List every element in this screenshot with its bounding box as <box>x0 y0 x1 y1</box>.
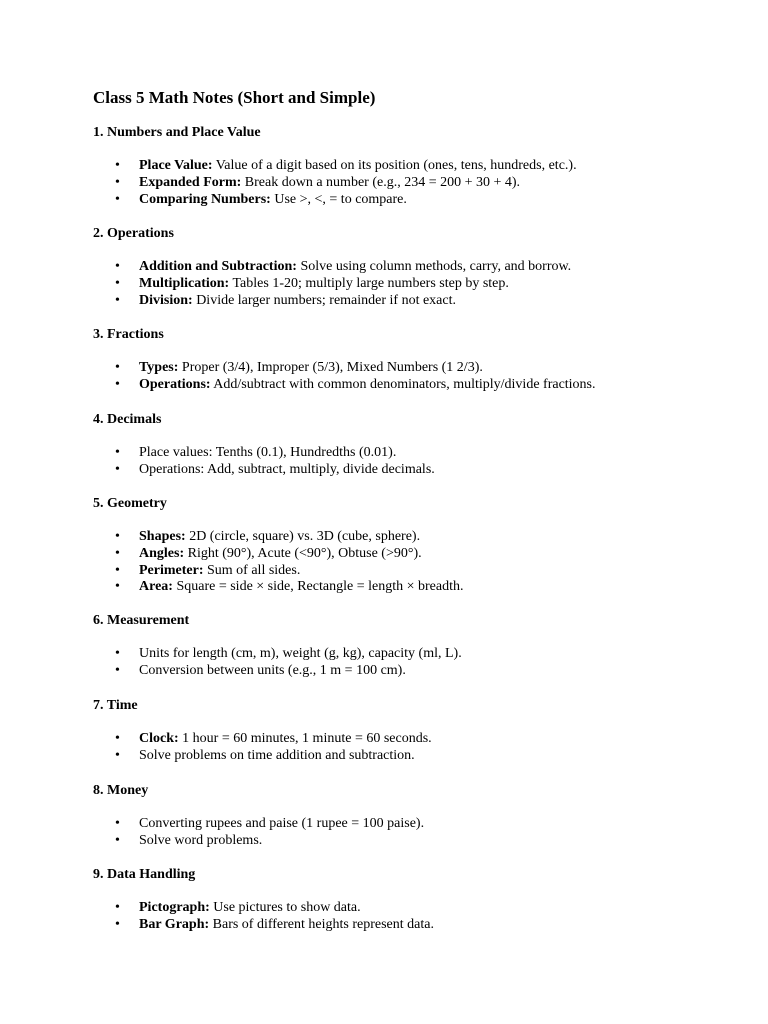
section-operations <box>93 225 733 309</box>
bullet-list <box>93 259 733 309</box>
item-text: Right (90°), Acute (<90°), Obtuse (>90°). <box>184 545 422 561</box>
item-text: Units for length (cm, m), weight (g, kg), capacity (ml, L). <box>139 646 462 661</box>
bullet-list <box>93 158 733 208</box>
term-label: Area: <box>139 579 173 595</box>
bullet-list <box>93 816 733 850</box>
item-text: Use >, <, = to compare. <box>270 191 407 207</box>
list-item <box>93 663 733 680</box>
item-text: Solve word problems. <box>139 832 263 848</box>
item-text: 1 hour = 60 minutes, 1 minute = 60 seconds. <box>178 731 432 746</box>
section-heading: 4. Decimals <box>93 412 162 427</box>
list-item <box>93 377 733 394</box>
list-item <box>93 175 733 192</box>
section-measurement <box>93 612 733 680</box>
term-label: Clock: <box>139 731 179 746</box>
section-data-handling <box>93 866 733 934</box>
section-heading: 9. Data Handling <box>93 867 196 882</box>
list-item <box>93 360 733 377</box>
term-label: Bar Graph: <box>139 916 210 932</box>
section-heading: 8. Money <box>93 783 149 798</box>
item-text: Proper (3/4), Improper (5/3), Mixed Numbers (1 2/3). <box>178 360 483 375</box>
term-label: Multiplication: <box>139 275 230 291</box>
section-heading: 3. Fractions <box>93 327 164 342</box>
bullet-list <box>93 360 733 394</box>
list-item <box>93 563 733 580</box>
term-label: Angles: <box>139 545 185 561</box>
section-time <box>93 697 733 765</box>
item-text: Sum of all sides. <box>203 562 301 578</box>
list-item <box>93 833 733 850</box>
item-text: Operations: Add, subtract, multiply, divide decimals. <box>139 461 435 477</box>
item-text: Use pictures to show data. <box>209 900 361 915</box>
list-item <box>93 646 733 663</box>
term-label: Division: <box>139 292 193 308</box>
list-item <box>93 748 733 765</box>
list-item <box>93 192 733 209</box>
item-text: Tables 1-20; multiply large numbers step by step. <box>229 275 509 291</box>
list-item <box>93 546 733 563</box>
bullet-list <box>93 900 733 934</box>
term-label: Addition and Subtraction: <box>139 259 297 274</box>
bullet-list <box>93 445 733 479</box>
list-item <box>93 529 733 546</box>
list-item <box>93 158 733 175</box>
item-text: Square = side × side, Rectangle = length × breadth. <box>172 579 464 595</box>
term-label: Pictograph: <box>139 900 210 915</box>
list-item <box>93 917 733 934</box>
bullet-list <box>93 731 733 765</box>
item-text: Place values: Tenths (0.1), Hundredths (0.01). <box>139 445 397 460</box>
section-heading: 7. Time <box>93 698 138 713</box>
section-numbers-place-value <box>93 124 733 208</box>
section-heading: 1. Numbers and Place Value <box>93 125 261 140</box>
item-text: Solve problems on time addition and subtraction. <box>139 747 415 763</box>
item-text: Break down a number (e.g., 234 = 200 + 30 + 4). <box>241 174 521 190</box>
section-heading: 6. Measurement <box>93 613 190 628</box>
item-text: Solve using column methods, carry, and borrow. <box>296 259 572 274</box>
list-item <box>93 293 733 310</box>
term-label: Comparing Numbers: <box>139 191 271 207</box>
bullet-list <box>93 646 733 680</box>
section-geometry <box>93 495 733 596</box>
list-item <box>93 816 733 833</box>
list-item <box>93 731 733 748</box>
list-item <box>93 462 733 479</box>
item-text: Add/subtract with common denominators, multiply/divide fractions. <box>210 376 596 392</box>
list-item <box>93 445 733 462</box>
item-text: Conversion between units (e.g., 1 m = 100 cm). <box>139 662 406 678</box>
list-item <box>93 276 733 293</box>
section-heading: 5. Geometry <box>93 496 167 511</box>
term-label: Place Value: <box>139 158 213 173</box>
item-text: Converting rupees and paise (1 rupee = 100 paise). <box>139 816 425 831</box>
list-item <box>93 259 733 276</box>
section-decimals <box>93 411 733 479</box>
bullet-list <box>93 529 733 596</box>
item-text: 2D (circle, square) vs. 3D (cube, sphere). <box>185 529 421 544</box>
item-text: Value of a digit based on its position (ones, tens, hundreds, etc.). <box>212 158 577 173</box>
term-label: Operations: <box>139 376 211 392</box>
term-label: Shapes: <box>139 529 186 544</box>
document-title: Class 5 Math Notes (Short and Simple) <box>93 88 376 107</box>
list-item <box>93 900 733 917</box>
section-heading: 2. Operations <box>93 226 174 241</box>
item-text: Divide larger numbers; remainder if not exact. <box>192 292 457 308</box>
term-label: Expanded Form: <box>139 174 242 190</box>
item-text: Bars of different heights represent data. <box>209 916 434 932</box>
section-fractions <box>93 326 733 394</box>
term-label: Perimeter: <box>139 562 204 578</box>
section-money <box>93 782 733 850</box>
list-item <box>93 579 733 596</box>
term-label: Types: <box>139 360 179 375</box>
